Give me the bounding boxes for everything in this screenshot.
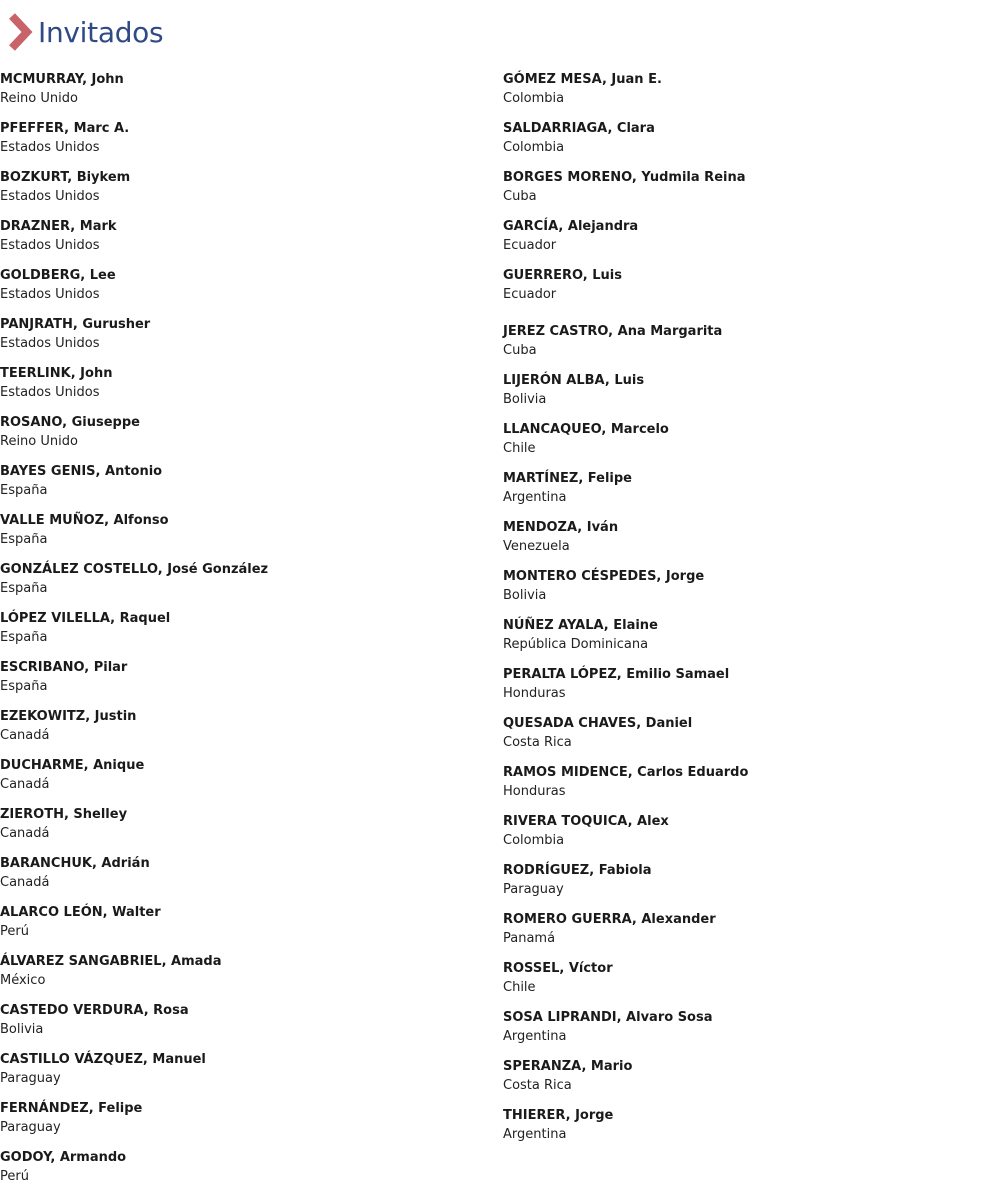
guest-name: SPERANZA, Mario: [503, 1059, 633, 1074]
guest-country: Paraguay: [0, 1120, 61, 1135]
guest-country: Honduras: [503, 686, 566, 701]
guest-country: Colombia: [503, 140, 565, 155]
guest-name: LÓPEZ VILELLA, Raquel: [0, 611, 171, 626]
guest-entry: [0, 1001, 460, 1039]
guest-entry: [0, 119, 460, 157]
guest-entry: [503, 616, 963, 654]
guest-country: Canadá: [0, 826, 50, 841]
guest-name: GONZÁLEZ COSTELLO, José González: [0, 562, 269, 577]
guest-name: PERALTA LÓPEZ, Emilio Samael: [503, 667, 730, 682]
guest-entry: [0, 462, 460, 500]
guest-name: MCMURRAY, John: [0, 72, 124, 87]
guest-entry: [0, 1099, 460, 1137]
guest-name: FERNÁNDEZ, Felipe: [0, 1101, 143, 1116]
page-title: Invitados: [38, 15, 164, 49]
guest-country: Estados Unidos: [0, 189, 100, 204]
guest-entry: [503, 168, 963, 206]
guest-name: JEREZ CASTRO, Ana Margarita: [503, 324, 723, 339]
guest-name: GODOY, Armando: [0, 1150, 127, 1165]
guest-entry: [503, 1106, 963, 1144]
guest-entry: [503, 812, 963, 850]
guest-entry: [0, 903, 460, 941]
guest-entry: [503, 1008, 963, 1046]
guest-entry: [0, 217, 460, 255]
guest-country: Honduras: [503, 784, 566, 799]
guest-name: DRAZNER, Mark: [0, 219, 117, 234]
guest-name: PANJRATH, Gurusher: [0, 317, 151, 332]
guest-country: Panamá: [503, 931, 556, 946]
guest-country: Estados Unidos: [0, 238, 100, 253]
guest-country: Paraguay: [503, 882, 564, 897]
guest-country: Ecuador: [503, 287, 557, 302]
guest-entry: [0, 756, 460, 794]
guest-country: España: [0, 630, 48, 645]
guest-entry: [0, 315, 460, 353]
guest-country: Cuba: [503, 189, 537, 204]
guest-country: Paraguay: [0, 1071, 61, 1086]
guest-entry: [0, 854, 460, 892]
page-header: [6, 12, 163, 52]
guest-name: CASTILLO VÁZQUEZ, Manuel: [0, 1052, 206, 1067]
guest-entry: [503, 371, 963, 409]
guest-country: Estados Unidos: [0, 140, 100, 155]
guest-country: España: [0, 532, 48, 547]
guest-entry: [0, 168, 460, 206]
guest-country: Bolivia: [503, 588, 547, 603]
guest-name: RODRÍGUEZ, Fabiola: [503, 863, 652, 878]
guest-name: ROSSEL, Víctor: [503, 961, 613, 976]
guest-country: Chile: [503, 980, 536, 995]
guest-name: NÚÑEZ AYALA, Elaine: [503, 618, 658, 633]
guest-entry: [503, 665, 963, 703]
guest-country: Estados Unidos: [0, 336, 100, 351]
guest-country: Argentina: [503, 1127, 567, 1142]
guest-country: Argentina: [503, 1029, 567, 1044]
guest-name: GUERRERO, Luis: [503, 268, 622, 283]
guest-entry: [0, 1148, 460, 1186]
guest-country: República Dominicana: [503, 637, 649, 652]
guest-entry: [0, 1050, 460, 1088]
guest-entry: [503, 266, 963, 304]
guest-country: Ecuador: [503, 238, 557, 253]
guest-entry: [0, 805, 460, 843]
guest-entry: [0, 609, 460, 647]
guest-entry: [503, 119, 963, 157]
guest-entry: [0, 364, 460, 402]
guest-name: GÓMEZ MESA, Juan E.: [503, 72, 662, 87]
guest-entry: [0, 511, 460, 549]
guest-country: Estados Unidos: [0, 385, 100, 400]
guest-name: MARTÍNEZ, Felipe: [503, 471, 632, 486]
guest-name: ALARCO LEÓN, Walter: [0, 905, 161, 920]
guest-entry: [503, 469, 963, 507]
chevron-right-icon: [6, 13, 34, 51]
guest-name: VALLE MUÑOZ, Alfonso: [0, 513, 169, 528]
guest-name: CASTEDO VERDURA, Rosa: [0, 1003, 189, 1018]
guest-name: RAMOS MIDENCE, Carlos Eduardo: [503, 765, 749, 780]
guest-country: Argentina: [503, 490, 567, 505]
guest-name: THIERER, Jorge: [503, 1108, 614, 1123]
guest-country: Estados Unidos: [0, 287, 100, 302]
guest-entry: [503, 217, 963, 255]
guest-entry: [503, 763, 963, 801]
guest-country: Costa Rica: [503, 735, 572, 750]
guest-name: PFEFFER, Marc A.: [0, 121, 130, 136]
guest-name: ROSANO, Giuseppe: [0, 415, 140, 430]
guest-country: Canadá: [0, 728, 50, 743]
guest-name: MENDOZA, Iván: [503, 520, 619, 535]
guest-entry: [503, 1057, 963, 1095]
guest-name: ROMERO GUERRA, Alexander: [503, 912, 716, 927]
guest-name: ESCRIBANO, Pilar: [0, 660, 128, 675]
guest-entry: [503, 959, 963, 997]
guest-name: BOZKURT, Biykem: [0, 170, 131, 185]
guest-name: QUESADA CHAVES, Daniel: [503, 716, 693, 731]
guest-entry: [0, 560, 460, 598]
guest-entry: [503, 714, 963, 752]
guest-country: Reino Unido: [0, 91, 78, 106]
guest-name: BARANCHUK, Adrián: [0, 856, 150, 871]
guest-entry: [503, 70, 963, 108]
guest-name: BAYES GENIS, Antonio: [0, 464, 163, 479]
guest-country: Chile: [503, 441, 536, 456]
guest-entry: [503, 420, 963, 458]
guest-country: Canadá: [0, 875, 50, 890]
guest-name: MONTERO CÉSPEDES, Jorge: [503, 569, 705, 584]
guest-country: Colombia: [503, 91, 565, 106]
guest-entry: [503, 322, 963, 360]
guest-entry: [0, 413, 460, 451]
guest-name: EZEKOWITZ, Justin: [0, 709, 137, 724]
guest-country: Perú: [0, 1169, 29, 1184]
guest-entry: [503, 861, 963, 899]
guest-name: BORGES MORENO, Yudmila Reina: [503, 170, 746, 185]
guest-name: GARCÍA, Alejandra: [503, 219, 639, 234]
guest-entry: [503, 567, 963, 605]
guest-country: Bolivia: [503, 392, 547, 407]
guest-name: SOSA LIPRANDI, Alvaro Sosa: [503, 1010, 713, 1025]
guest-country: Venezuela: [503, 539, 570, 554]
guest-name: SALDARRIAGA, Clara: [503, 121, 655, 136]
guest-name: DUCHARME, Anique: [0, 758, 145, 773]
guest-name: LIJERÓN ALBA, Luis: [503, 373, 645, 388]
guest-entry: [0, 952, 460, 990]
guest-country: Cuba: [503, 343, 537, 358]
guest-entry: [0, 707, 460, 745]
guest-name: ZIEROTH, Shelley: [0, 807, 128, 822]
guest-country: Bolivia: [0, 1022, 44, 1037]
guest-country: México: [0, 973, 46, 988]
guest-entry: [0, 70, 460, 108]
guest-name: ÁLVAREZ SANGABRIEL, Amada: [0, 954, 222, 969]
guest-entry: [0, 658, 460, 696]
guest-country: España: [0, 483, 48, 498]
guest-country: España: [0, 581, 48, 596]
guest-name: TEERLINK, John: [0, 366, 113, 381]
guest-country: Perú: [0, 924, 29, 939]
guest-country: Colombia: [503, 833, 565, 848]
guest-country: España: [0, 679, 48, 694]
guest-name: LLANCAQUEO, Marcelo: [503, 422, 669, 437]
guest-country: Reino Unido: [0, 434, 78, 449]
guest-name: GOLDBERG, Lee: [0, 268, 116, 283]
guest-country: Costa Rica: [503, 1078, 572, 1093]
guest-name: RIVERA TOQUICA, Alex: [503, 814, 669, 829]
guest-entry: [0, 266, 460, 304]
guest-entry: [503, 910, 963, 948]
guest-country: Canadá: [0, 777, 50, 792]
guest-entry: [503, 518, 963, 556]
